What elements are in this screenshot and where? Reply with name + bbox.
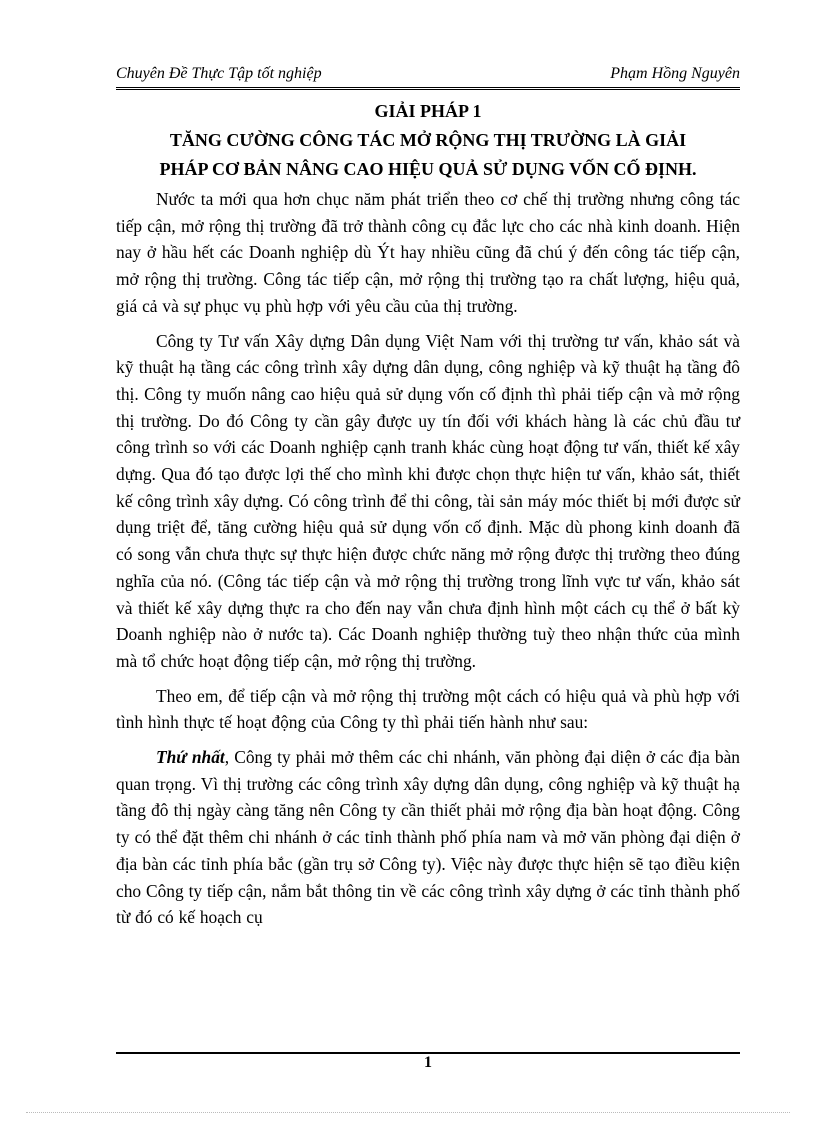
page-content	[116, 98, 740, 939]
body-paragraph-4	[116, 744, 740, 931]
page-header	[116, 64, 740, 90]
header-author-name: Phạm Hồng Nguyên	[610, 65, 740, 82]
body-paragraph-3: Theo em, để tiếp cận và mở rộng thị trường một cách có hiệu quả và phù hợp với tình hình thực tế hoạt động của Công ty thì phải tiến hành như sau:	[116, 685, 740, 733]
body-paragraph-2: Công ty Tư vấn Xây dựng Dân dụng Việt Nam với thị trường tư vấn, khảo sát và kỹ thuật hạ tầng các công trình xây dựng dân dụng, công nghiệp và kỹ thuật hạ tầng đô thị. Công ty muốn nâng cao hiệu quả sử dụng vốn cố định thì phải tiếp cận và mở rộng thị trường. Do đó Công ty cần gây được uy tín đối với khách hàng là các chủ đầu tư công trình so với các Doanh nghiệp cạnh tranh khác cùng hoạt động tư vấn, thiết kế xây dựng. Qua đó tạo được lợi thế cho mình khi được chọn thực hiện tư vấn, khảo sát, thiết kế công trình xây dựng. Có công trình để thi công, tài sản máy móc thiết bị mới được sử dụng triệt để, tăng cường hiệu quả sử dụng vốn cố định. Mặc dù phong kinh doanh đã có song vẫn chưa thực sự thực hiện được chức năng mở rộng được thị trường theo đúng nghĩa của nó. (Công tác tiếp cận và mở rộng thị trường trong lĩnh vực tư vấn, khảo sát và thiết kế xây dựng thực ra cho đến nay vẫn chưa định hình một cách cụ thể ở bất kỳ Doanh nghiệp nào ở nước ta). Các Doanh nghiệp thường tuỳ theo nhận thức của mình mà tổ chức hoạt động tiếp cận, mở rộng thị trường.	[116, 330, 740, 671]
paragraph-4-text: , Công ty phải mở thêm các chi nhánh, văn phòng đại diện ở các địa bàn quan trọng. Vì thị trường các công trình xây dựng dân dụng, công nghiệp và kỹ thuật hạ tầng đô thị ngày càng tăng nên Công ty cần thiết phải mở rộng địa bàn hoạt động. Công ty có thể đặt thêm chi nhánh ở các tỉnh thành phố phía nam và mở văn phòng đại diện ở địa bàn các tỉnh phía bắc (gần trụ sở Công ty). Việc này được thực hiện sẽ tạo điều kiện cho Công ty tiếp cận, nắm bắt thông tin về các công trình xây dựng ở các tỉnh thành phố từ đó có kế hoạch cụ	[116, 747, 740, 928]
page-number: 1	[424, 1054, 432, 1071]
body-paragraph-1: Nước ta mới qua hơn chục năm phát triển theo cơ chế thị trường nhưng công tác tiếp cận, mở rộng thị trường đã trở thành công cụ đắc lực cho các nhà kinh doanh. Hiện nay ở hầu hết các Doanh nghiệp dù Ýt hay nhiều cũng đã chú ý đến công tác tiếp cận, mở rộng thị trường. Công tác tiếp cận, mở rộng thị trường tạo ra chất lượng, hiệu quả, giá cả và sự phục vụ phù hợp với yêu cầu của thị trường.	[116, 189, 740, 316]
section-label: GIẢI PHÁP 1	[374, 101, 482, 121]
paragraph-lead-term: Thứ nhất	[156, 747, 225, 768]
page-bottom-rule	[26, 1112, 790, 1113]
section-title-line-2: PHÁP CƠ BẢN NÂNG CAO HIỆU QUẢ SỬ DỤNG VỐN CỐ ĐỊNH.	[159, 159, 697, 179]
section-title-line-1: TĂNG CƯỜNG CÔNG TÁC MỞ RỘNG THỊ TRƯỜNG LÀ GIẢI	[169, 130, 687, 150]
header-document-title: Chuyên Đề Thực Tập tốt nghiệp	[116, 65, 322, 82]
